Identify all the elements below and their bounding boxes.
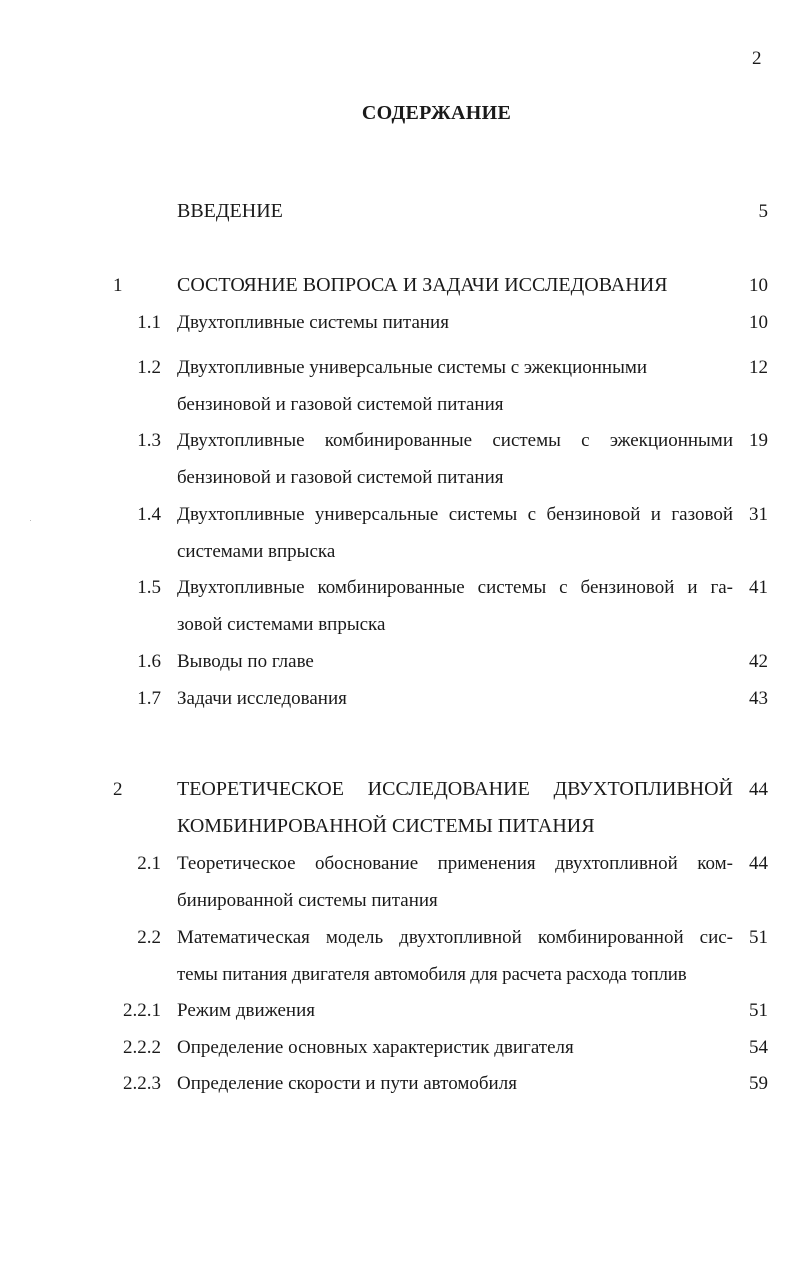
toc-entry-number: 2.1 (137, 853, 161, 874)
toc-entry-number: 2.2 (137, 927, 161, 948)
toc-entry-number: 2.2.1 (123, 1000, 161, 1021)
toc-entry-number: 1.3 (137, 430, 161, 451)
toc-entry-title-line-1: Двухтопливные комбинированные системы с эжекционными (177, 430, 733, 451)
toc-entry-title-line-1: Двухтопливные универсальные системы с бензиновой и газовой (177, 504, 733, 525)
toc-entry-title-line-2: бензиновой и газовой системой питания (177, 394, 504, 415)
toc-entry-page: 5 (758, 201, 768, 222)
toc-entry-number: 1.6 (137, 651, 161, 672)
toc-entry-page: 42 (749, 651, 768, 672)
toc-entry-title: Задачи исследования (177, 688, 347, 709)
toc-entry-title-line-1: Двухтопливные комбинированные системы с бензиновой и га- (177, 577, 733, 598)
toc-entry-page: 19 (749, 430, 768, 451)
toc-entry-title: Определение основных характеристик двигателя (177, 1037, 574, 1058)
toc-entry-text (177, 349, 733, 423)
toc-entry-text (177, 193, 733, 230)
toc-entry-text (177, 496, 733, 570)
toc-entry-title: Определение скорости и пути автомобиля (177, 1073, 517, 1094)
toc-entry-page: 51 (749, 1000, 768, 1021)
toc-entry-page: 51 (749, 927, 768, 948)
toc-entry-text (177, 919, 733, 993)
toc-entry-number: 2.2.3 (123, 1073, 161, 1094)
toc-entry-number: 2 (113, 779, 123, 800)
toc-entry-title-line-2: темы питания двигателя автомобиля для расчета расхода топлив (177, 964, 687, 985)
toc-entry-title-line-1: Теоретическое обоснование применения двухтопливной ком- (177, 853, 733, 874)
scan-speck (30, 520, 31, 521)
toc-entry-number: 1.5 (137, 577, 161, 598)
toc-entry-title-line-1: ТЕОРЕТИЧЕСКОЕ ИССЛЕДОВАНИЕ ДВУХТОПЛИВНОЙ (177, 778, 733, 800)
toc-entry-number: 1.2 (137, 357, 161, 378)
toc-entry-number: 1.1 (137, 312, 161, 333)
toc-entry-text (177, 992, 733, 1029)
toc-entry-title-line-1: Двухтопливные универсальные системы с эжекционными (177, 357, 648, 378)
toc-entry-title: СОСТОЯНИЕ ВОПРОСА И ЗАДАЧИ ИССЛЕДОВАНИЯ (177, 274, 668, 296)
toc-entry-title: Двухтопливные системы питания (177, 312, 449, 333)
toc-entry-title: ВВЕДЕНИЕ (177, 200, 283, 222)
toc-entry-number: 2.2.2 (123, 1037, 161, 1058)
toc-entry-page: 31 (749, 504, 768, 525)
toc-entry-text (177, 845, 733, 919)
toc-entry-text (177, 680, 733, 717)
toc-entry-title: Выводы по главе (177, 651, 314, 672)
toc-entry-page: 12 (749, 357, 768, 378)
toc-entry-title-line-1: Математическая модель двухтопливной комбинированной сис- (177, 927, 733, 948)
toc-entry-page: 54 (749, 1037, 768, 1058)
page-number: 2 (752, 48, 762, 69)
toc-entry-page: 59 (749, 1073, 768, 1094)
toc-entry-title-line-2: системами впрыска (177, 541, 336, 562)
toc-entry-number: 1.7 (137, 688, 161, 709)
toc-entry-number: 1 (113, 275, 123, 296)
toc-title: СОДЕРЖАНИЕ (361, 102, 512, 124)
toc-entry-text (177, 1065, 733, 1102)
toc-entry-title-line-2: бинированной системы питания (177, 890, 438, 911)
toc-entry-text (177, 643, 733, 680)
toc-entry-title: Режим движения (177, 1000, 316, 1021)
toc-entry-text (177, 771, 733, 845)
toc-entry-text (177, 304, 733, 341)
toc-entry-title-line-2: КОМБИНИРОВАННОЙ СИСТЕМЫ ПИТАНИЯ (177, 815, 595, 837)
toc-entry-text (177, 422, 733, 496)
toc-entry-text (177, 267, 733, 304)
toc-entry-number: 1.4 (137, 504, 161, 525)
toc-entry-page: 10 (749, 275, 768, 296)
toc-entry-page: 41 (749, 577, 768, 598)
toc-entry-text (177, 1029, 733, 1066)
toc-entry-title-line-2: зовой системами впрыска (177, 614, 386, 635)
toc-entry-page: 10 (749, 312, 768, 333)
toc-entry-title-line-2: бензиновой и газовой системой питания (177, 467, 504, 488)
toc-entry-page: 44 (749, 853, 768, 874)
toc-entry-page: 44 (749, 779, 768, 800)
toc-entry-page: 43 (749, 688, 768, 709)
toc-entry-text (177, 569, 733, 643)
